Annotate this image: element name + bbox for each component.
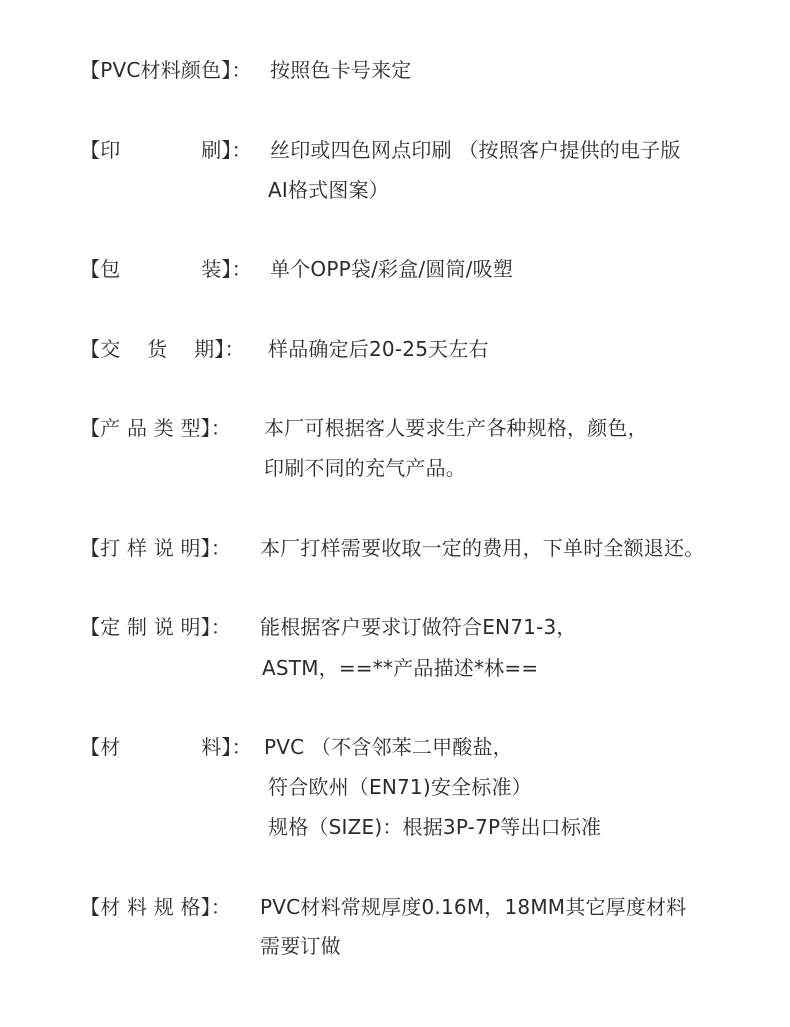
spec-delivery-label: 【交 货 期】：: [80, 337, 245, 361]
spec-printing-label: 【印 刷】：: [80, 138, 252, 162]
spec-material-value-1: PVC （不含邻苯二甲酸盐，: [264, 735, 513, 759]
spec-custom-value-1: 能根据客户要求订做符合EN71-3，: [260, 615, 577, 639]
spec-product-type-label: 【产 品 类 型】：: [80, 416, 232, 440]
spec-material-spec-value-2: 需要订做: [260, 934, 341, 958]
spec-product-type-value-2: 印刷不同的充气产品。: [264, 456, 466, 480]
spec-material-label: 【材 料】：: [80, 735, 252, 759]
spec-color-label: 【PVC材料颜色】：: [80, 58, 252, 82]
spec-sample-label: 【打 样 说 明】：: [80, 536, 232, 560]
spec-material-spec-label: 【材 料 规 格】：: [80, 895, 232, 919]
spec-material-spec-value-1: PVC材料常规厚度0.16M，18MM其它厚度材料: [260, 895, 687, 919]
spec-product-type-value-1: 本厂可根据客人要求生产各种规格，颜色，: [264, 416, 648, 440]
spec-packaging-label: 【包 装】：: [80, 257, 252, 281]
spec-packaging-value: 单个OPP袋/彩盒/圆筒/吸塑: [270, 257, 514, 281]
spec-delivery-value: 样品确定后20-25天左右: [268, 337, 489, 361]
spec-material-value-3: 规格（SIZE)：根据3P-7P等出口标准: [268, 815, 602, 839]
spec-color-value: 按照色卡号来定: [270, 58, 412, 82]
spec-custom-value-2: ASTM，==**产品描述*林==: [262, 656, 539, 680]
spec-sample-value: 本厂打样需要收取一定的费用，下单时全额退还。: [260, 536, 705, 560]
spec-printing-value-1: 丝印或四色网点印刷 （按照客户提供的电子版: [270, 138, 681, 162]
spec-material-value-2: 符合欧州（EN71)安全标准）: [268, 775, 532, 799]
spec-printing-value-2: AI格式图案）: [268, 178, 389, 202]
spec-custom-label: 【定 制 说 明】：: [80, 615, 232, 639]
